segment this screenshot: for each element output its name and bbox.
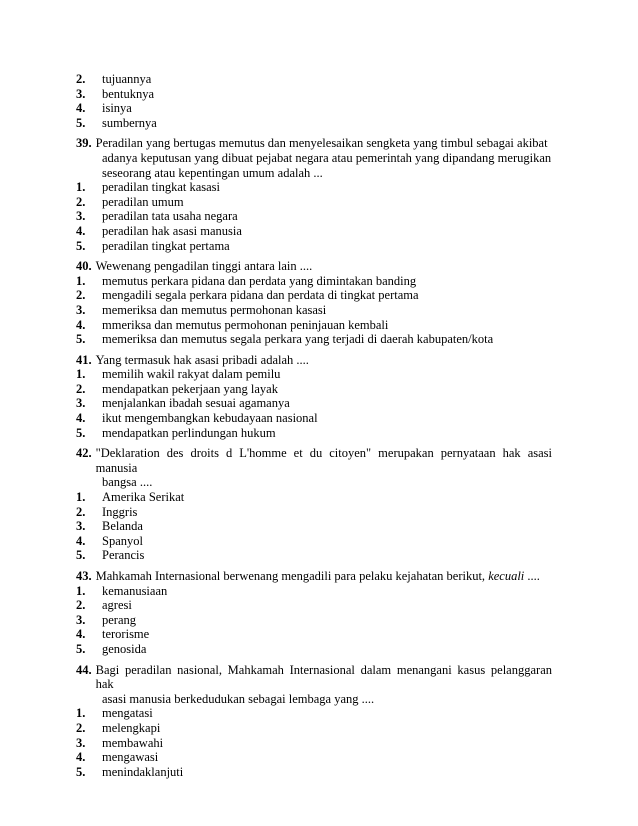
option-number: 4.: [76, 750, 86, 765]
option-text: Spanyol: [102, 533, 143, 548]
question-number: 42.: [76, 446, 92, 461]
option-number: 5.: [76, 332, 86, 347]
option-row: [76, 426, 552, 441]
question-stem: [76, 353, 552, 368]
question-text: [96, 446, 552, 475]
option-text: mengatasi: [102, 706, 153, 721]
option-text: kemanusiaan: [102, 583, 168, 598]
question-text: [96, 136, 552, 151]
option-text: peradilan tingkat pertama: [102, 238, 230, 253]
option-number: 3.: [76, 612, 86, 627]
option-row: [76, 411, 552, 426]
question-text: [96, 663, 552, 692]
option-text: menindaklanjuti: [102, 764, 184, 779]
option-number: 2.: [76, 504, 86, 519]
question-number: 39.: [76, 136, 92, 151]
question-line: adanya keputusan yang dibuat pejabat negara atau pemerintah yang dipandang merugikan: [102, 150, 552, 165]
option-row: [76, 598, 552, 613]
option-number: 3.: [76, 86, 86, 101]
question-line: Yang termasuk hak asasi pribadi adalah ....: [95, 352, 309, 367]
option-text: mendapatkan pekerjaan yang layak: [102, 381, 278, 396]
option-number: 2.: [76, 288, 86, 303]
option-row: [76, 239, 552, 254]
option-number: 5.: [76, 238, 86, 253]
option-row: [76, 721, 552, 736]
option-number: 4.: [76, 411, 86, 426]
option-row: [76, 382, 552, 397]
option-row: [76, 116, 552, 131]
option-row: [76, 534, 552, 549]
option-text: terorisme: [102, 627, 150, 642]
question-block: [76, 569, 552, 657]
question-stem: [76, 569, 552, 584]
question-stem: [76, 663, 552, 692]
option-number: 2.: [76, 72, 86, 86]
question-line: Peradilan yang bertugas memutus dan menyelesaikan sengketa yang timbul sebagai akibat: [95, 136, 548, 151]
question-line: Mahkamah Internasional berwenang mengadili para pelaku kejahatan berikut,: [95, 569, 486, 583]
option-number: 5.: [76, 115, 86, 130]
option-number: 2.: [76, 598, 86, 613]
option-number: 3.: [76, 209, 86, 224]
question-number: 43.: [76, 569, 92, 583]
option-number: 5.: [76, 425, 86, 440]
option-number: 1.: [76, 706, 86, 721]
question-text: [96, 569, 552, 584]
option-text: memeriksa dan memutus segala perkara yang terjadi di daerah kabupaten/kota: [102, 332, 494, 347]
option-text: mengawasi: [102, 750, 159, 765]
option-text: membawahi: [102, 735, 164, 750]
option-row: [76, 750, 552, 765]
option-number: 4.: [76, 533, 86, 548]
option-number: 1.: [76, 180, 86, 195]
option-row: [76, 584, 552, 599]
option-row: [76, 224, 552, 239]
option-text: tujuannya: [102, 72, 152, 86]
option-text: agresi: [102, 598, 132, 613]
option-text: mendapatkan perlindungan hukum: [102, 425, 276, 440]
option-row: [76, 288, 552, 303]
option-text: isinya: [102, 101, 132, 116]
option-row: [76, 72, 552, 87]
option-number: 1.: [76, 583, 86, 598]
question-line: seseorang atau kepentingan umum adalah ...: [102, 165, 323, 180]
option-text: peradilan tingkat kasasi: [102, 180, 221, 195]
option-row: [76, 274, 552, 289]
option-number: 2.: [76, 194, 86, 209]
option-number: 1.: [76, 273, 86, 288]
option-number: 4.: [76, 317, 86, 332]
option-number: 3.: [76, 519, 86, 534]
option-row: [76, 367, 552, 382]
option-row: [76, 318, 552, 333]
option-text: perang: [102, 612, 137, 627]
option-text: menjalankan ibadah sesuai agamanya: [102, 396, 290, 411]
question-block: [76, 353, 552, 441]
question-number: 44.: [76, 662, 92, 677]
option-number: 5.: [76, 764, 86, 779]
option-text: memutus perkara pidana dan perdata yang dimintakan banding: [102, 273, 417, 288]
option-row: [76, 396, 552, 411]
option-row: [76, 627, 552, 642]
option-number: 4.: [76, 627, 86, 642]
question-text: [96, 353, 552, 368]
option-text: mengadili segala perkara pidana dan perdata di tingkat pertama: [102, 288, 419, 303]
option-row: [76, 548, 552, 563]
option-row: [76, 765, 552, 780]
question-block: [76, 259, 552, 347]
option-row: [76, 87, 552, 102]
option-number: 3.: [76, 396, 86, 411]
option-number: 4.: [76, 223, 86, 238]
option-number: 1.: [76, 367, 86, 382]
option-text: memeriksa dan memutus permohonan kasasi: [102, 302, 327, 317]
question-stem: [76, 446, 552, 475]
option-row: [76, 736, 552, 751]
question-line: Wewenang pengadilan tinggi antara lain ....: [95, 259, 313, 274]
option-number: 5.: [76, 641, 86, 656]
option-number: 1.: [76, 490, 86, 505]
option-row: [76, 195, 552, 210]
option-text: Inggris: [102, 504, 138, 519]
option-text: peradilan umum: [102, 194, 184, 209]
question-line: "Deklaration des droits d L'homme et du citoyen" merupakan pernyataan hak asasi manusia: [95, 446, 552, 475]
option-text: memilih wakil rakyat dalam pemilu: [102, 367, 281, 382]
option-number: 3.: [76, 302, 86, 317]
question-block: [76, 136, 552, 253]
question-block: [76, 663, 552, 780]
question-line: Bagi peradilan nasional, Mahkamah Internasional dalam menangani kasus pelanggaran hak: [95, 662, 552, 692]
option-text: Amerika Serikat: [102, 490, 185, 505]
option-row: [76, 332, 552, 347]
question-emphasis: kecuali: [488, 569, 525, 583]
option-number: 2.: [76, 381, 86, 396]
option-row: [76, 209, 552, 224]
option-row: [76, 101, 552, 116]
option-row: [76, 642, 552, 657]
option-text: bentuknya: [102, 86, 155, 101]
question-list: [76, 136, 552, 779]
question-stem: [76, 259, 552, 274]
option-text: Perancis: [102, 548, 145, 563]
lead-options: [76, 72, 552, 130]
option-number: 3.: [76, 735, 86, 750]
option-text: Belanda: [102, 519, 143, 534]
option-text: peradilan hak asasi manusia: [102, 223, 242, 238]
option-row: [76, 613, 552, 628]
option-row: [76, 519, 552, 534]
option-text: mmeriksa dan memutus permohonan peninjauan kembali: [102, 317, 389, 332]
question-line: bangsa ....: [102, 475, 153, 490]
option-row: [76, 706, 552, 721]
option-text: genosida: [102, 641, 147, 656]
option-number: 4.: [76, 101, 86, 116]
question-block: [76, 446, 552, 563]
option-text: peradilan tata usaha negara: [102, 209, 238, 224]
option-row: [76, 303, 552, 318]
option-number: 5.: [76, 548, 86, 563]
question-text: [96, 259, 552, 274]
option-number: 2.: [76, 720, 86, 735]
option-row: [76, 505, 552, 520]
question-number: 41.: [76, 352, 92, 367]
document-page: [76, 72, 552, 779]
question-number: 40.: [76, 259, 92, 274]
option-row: [76, 490, 552, 505]
question-line: asasi manusia berkedudukan sebagai lembaga yang ....: [102, 691, 375, 706]
question-stem: [76, 136, 552, 151]
question-tail: ....: [527, 569, 540, 583]
option-text: sumbernya: [102, 115, 157, 130]
option-text: ikut mengembangkan kebudayaan nasional: [102, 411, 318, 426]
option-row: [76, 180, 552, 195]
option-text: melengkapi: [102, 720, 161, 735]
